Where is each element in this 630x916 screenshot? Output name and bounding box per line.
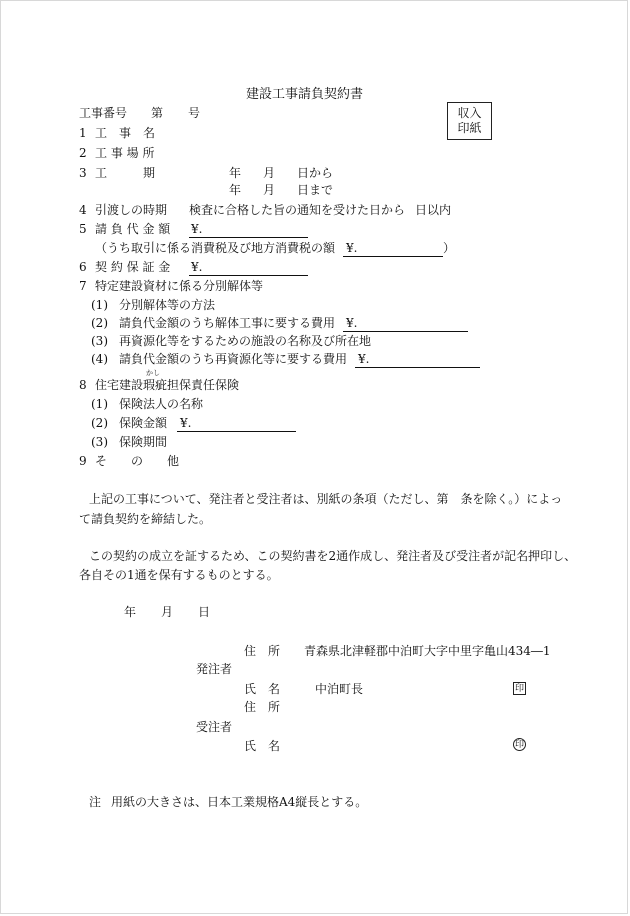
item-7-sub4-number: (4) <box>91 352 108 366</box>
item-7-number: 7 <box>79 279 87 293</box>
item-5-label: 請 負 代 金 額 <box>95 222 171 236</box>
item-7-sub1-number: (1) <box>91 298 108 312</box>
item-2-number: 2 <box>79 146 87 160</box>
guarantee-yen: ¥. <box>191 260 203 274</box>
tax-amount-yen: ¥. <box>346 241 358 255</box>
stamp-label-line2: 印紙 <box>457 121 482 135</box>
item-8-sub2-number: (2) <box>91 416 108 430</box>
date-year: 年 <box>124 605 137 619</box>
orderer-seal: 印 <box>514 684 524 694</box>
tax-amount-text: （うち取引に係る消費税及び地方消費税の額 <box>95 241 336 255</box>
orderer-role: 発注者 <box>196 662 233 676</box>
paragraph-2-line1: この契約の成立を証するため、この契約書を2通作成し、発注者及び受注者が記名押印し、 <box>89 549 577 563</box>
item-8-sub1-number: (1) <box>91 397 108 411</box>
item-7-sub3-number: (3) <box>91 334 108 348</box>
item-7-sub1-text: 分別解体等の方法 <box>119 298 216 312</box>
tax-amount-close: ） <box>443 241 456 255</box>
insurance-amount-yen: ¥. <box>180 416 192 430</box>
insurance-amount-underline <box>177 431 296 432</box>
item-8-label: 住宅建設瑕疵担保責任保険 <box>95 378 240 392</box>
contract-amount-underline <box>189 237 308 238</box>
tax-amount-underline <box>343 256 443 257</box>
term-start-month: 月 <box>263 166 276 180</box>
item-3-number: 3 <box>79 166 87 180</box>
contractor-address-label: 住 所 <box>244 700 281 714</box>
contractor-name-label: 氏 名 <box>244 739 281 753</box>
orderer-address: 青森県北津軽郡中泊町大字中里字亀山434―1 <box>304 644 551 658</box>
guarantee-underline <box>189 275 308 276</box>
term-end-day: 日まで <box>297 183 334 197</box>
revenue-stamp-box <box>447 102 492 140</box>
work-number-dai: 第 <box>151 106 164 120</box>
term-end-month: 月 <box>263 183 276 197</box>
item-7-label: 特定建設資材に係る分別解体等 <box>95 279 264 293</box>
item-8-sub3-number: (3) <box>91 435 108 449</box>
contractor-role: 受注者 <box>196 720 233 734</box>
term-end-year: 年 <box>229 183 242 197</box>
document-title: 建設工事請負契約書 <box>246 87 364 102</box>
item-8-sub3-text: 保険期間 <box>119 435 168 449</box>
term-start-year: 年 <box>229 166 242 180</box>
term-start-day: 日から <box>297 166 334 180</box>
item-1-number: 1 <box>79 126 87 140</box>
item-8-ruby: かし <box>146 369 160 377</box>
item-7-sub4-text: 請負代金額のうち再資源化等に要する費用 <box>119 352 348 366</box>
item-7-sub3-text: 再資源化等をするための施設の名称及び所在地 <box>119 334 372 348</box>
paragraph-1-line1: 上記の工事について、発注者と受注者は、別紙の条項（ただし、第 条を除く。）によっ <box>89 492 563 506</box>
item-6-label: 契 約 保 証 金 <box>95 260 171 274</box>
work-number-label: 工事番号 <box>79 106 128 120</box>
date-day: 日 <box>198 605 211 619</box>
item-4-number: 4 <box>79 203 87 217</box>
item-5-number: 5 <box>79 222 87 236</box>
recycling-cost-underline <box>355 367 480 368</box>
paragraph-1-line2: て請負契約を締結した。 <box>79 512 212 526</box>
handover-days-suffix: 日以内 <box>415 203 452 217</box>
item-4-label: 引渡しの時期 <box>95 203 168 217</box>
recycling-cost-yen: ¥. <box>358 352 370 366</box>
item-1-label: 工 事 名 <box>95 126 156 140</box>
demolition-cost-yen: ¥. <box>346 316 358 330</box>
item-8-sub2-text: 保険金額 <box>119 416 168 430</box>
date-month: 月 <box>161 605 174 619</box>
orderer-name: 中泊町長 <box>315 682 364 696</box>
stamp-label-line1: 収入 <box>457 106 482 120</box>
paragraph-2-line2: 各自その1通を保有するものとする。 <box>79 568 279 582</box>
item-8-number: 8 <box>79 378 87 392</box>
handover-text: 検査に合格した旨の通知を受けた日から <box>189 203 406 217</box>
note-text: 用紙の大きさは、日本工業規格A4縦長とする。 <box>111 795 368 809</box>
item-2-label: 工 事 場 所 <box>95 146 155 160</box>
item-9-label: そ の 他 <box>95 454 180 468</box>
item-7-sub2-text: 請負代金額のうち解体工事に要する費用 <box>119 316 336 330</box>
item-6-number: 6 <box>79 260 87 274</box>
item-3-label: 工 期 <box>95 166 156 180</box>
work-number-go: 号 <box>188 106 201 120</box>
contractor-seal: 印 <box>514 740 524 750</box>
orderer-name-label: 氏 名 <box>244 682 281 696</box>
orderer-address-label: 住 所 <box>244 644 281 658</box>
item-8-sub1-text: 保険法人の名称 <box>119 397 204 411</box>
demolition-cost-underline <box>343 331 468 332</box>
contract-amount-yen: ¥. <box>191 222 203 236</box>
item-7-sub2-number: (2) <box>91 316 108 330</box>
item-9-number: 9 <box>79 454 87 468</box>
note-label: 注 <box>89 795 102 809</box>
